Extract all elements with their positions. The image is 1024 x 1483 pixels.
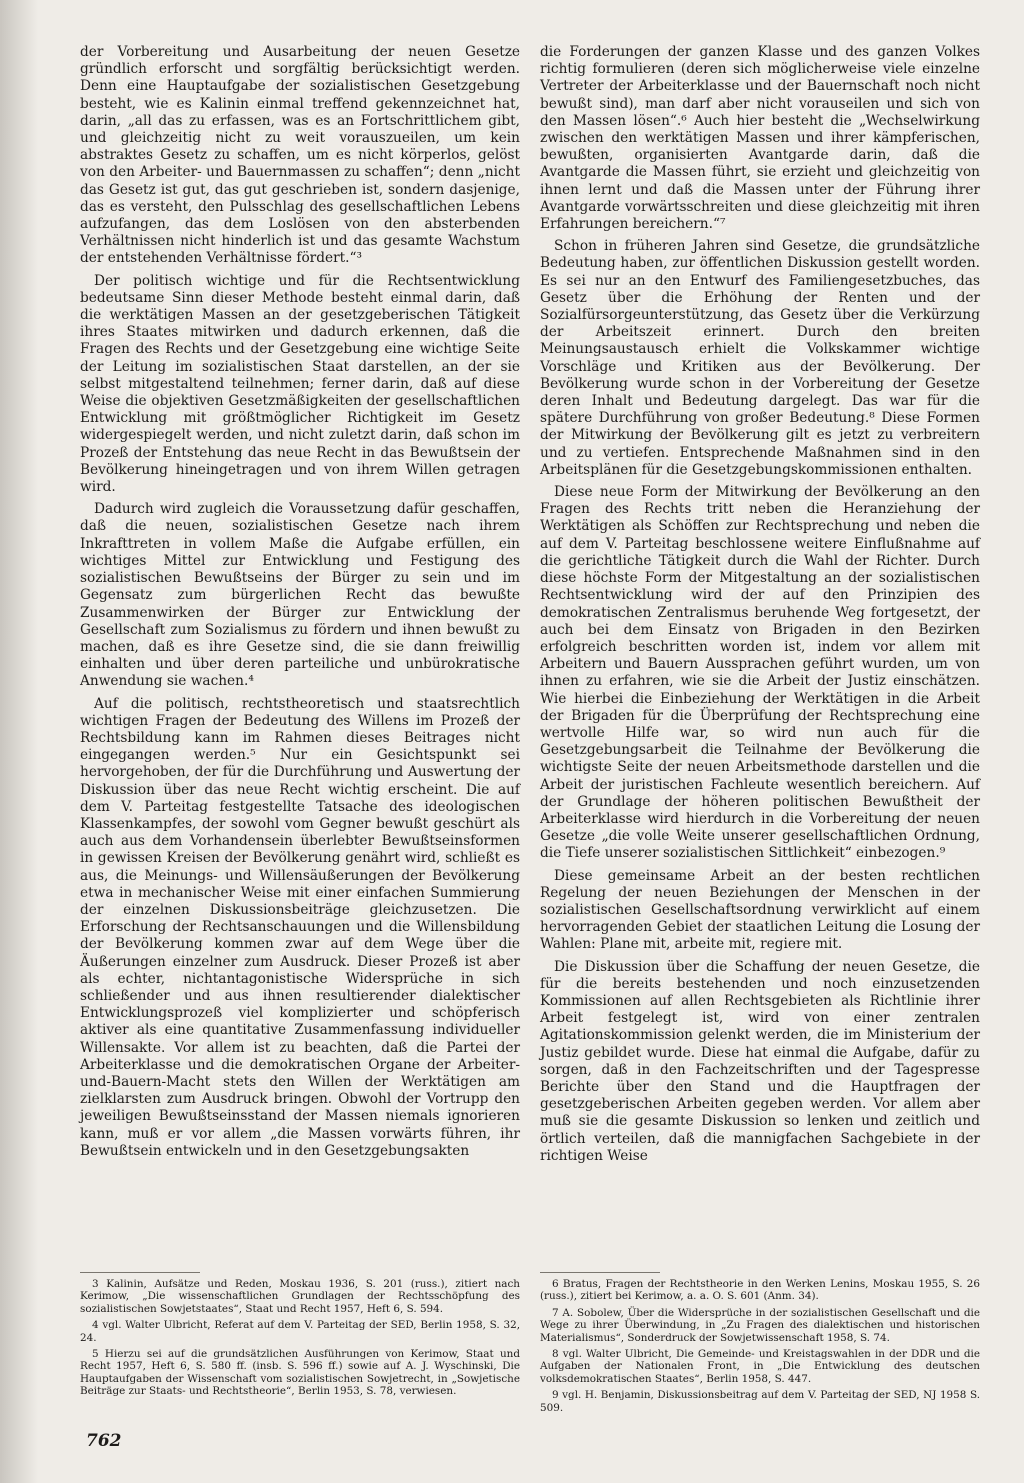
footnote: 8 vgl. Walter Ulbricht, Die Gemeinde- und Kreistagswahlen in der DDR und die Aufgaben der Nationalen Front, in „Die Entwicklung des deutschen volksdemokratischen Staates“, Berlin 1958, S. 447.: [540, 1348, 980, 1385]
left-column: [80, 44, 520, 1165]
paragraph: Schon in früheren Jahren sind Gesetze, die grundsätzliche Bedeutung haben, zur öffentlichen Diskussion gestellt worden. Es sei nur an den Entwurf des Familiengesetzbuches, das Gesetz über die Erhöhung der Renten und der Sozialfürsorgeunterstützung, das Gesetz über die Verkürzung der Arbeitszeit erinnert. Durch den breiten Meinungsaustausch erhielt die Volkskammer wichtige Vorschläge und Kritiken aus der Bevölkerung. Der Bevölkerung wurde schon in der Vorbereitung der Gesetze deren Inhalt und Bedeutung dargelegt. Das war für die spätere Durchführung von großer Bedeutung.⁸ Diese Formen der Mitwirkung der Bevölkerung gilt es jetzt zu verbreitern und zu vertiefen. Entsprechende Maßnahmen sind in den Arbeitsplänen für die Gesetzgebungskommissionen enthalten.: [540, 238, 980, 478]
footnotes-left: [80, 1278, 520, 1402]
footnote: 3 Kalinin, Aufsätze und Reden, Moskau 1936, S. 201 (russ.), zitiert nach Kerimow, „Die wissenschaftlichen Grundlagen der Rechtsschöpfung des sozialistischen Sowjetstaates“, Staat und Recht 1957, Heft 6, S. 594.: [80, 1278, 520, 1315]
binding-shadow: [0, 0, 38, 1483]
footnote-rule: [540, 1272, 660, 1273]
right-column: [540, 44, 980, 1170]
footnote: 4 vgl. Walter Ulbricht, Referat auf dem V. Parteitag der SED, Berlin 1958, S. 32, 24.: [80, 1319, 520, 1344]
paragraph: Diese gemeinsame Arbeit an der besten rechtlichen Regelung der neuen Beziehungen der Menschen in der sozialistischen Gesellschaftsordnung verwirklicht auf einem hervorragenden Gebiet der staatlichen Leitung die Losung der Wahlen: Plane mit, arbeite mit, regiere mit.: [540, 867, 980, 953]
paragraph: Der politisch wichtige und für die Rechtsentwicklung bedeutsame Sinn dieser Methode besteht einmal darin, daß die werktätigen Massen an der gesetzgeberischen Tätigkeit ihres Staates mitwirken und dadurch erkennen, daß die Fragen des Rechts und der Gesetzgebung eine wichtige Seite der Leitung im sozialistischen Staat darstellen, an der sie selbst mitgestaltend teilnehmen; ferner darin, daß auf diese Weise die objektiven Gesetzmäßigkeiten der gesellschaftlichen Entwicklung mit größtmöglicher Richtigkeit im Gesetz widergespiegelt werden, und nicht zuletzt darin, daß schon im Prozeß der Entstehung das neue Recht in das Bewußtsein der Bevölkerung hineingetragen und von ihrem Willen getragen wird.: [80, 272, 520, 496]
footnote: 5 Hierzu sei auf die grundsätzlichen Ausführungen von Kerimow, Staat und Recht 1957, Heft 6, S. 580 ff. (insb. S. 596 ff.) sowie auf A. J. Wyschinski, Die Hauptaufgaben der Wissenschaft vom sozialistischen Sowjetrecht, in „Sowjetische Beiträge zur Staats- und Rechtstheorie“, Berlin 1953, S. 78, verwiesen.: [80, 1348, 520, 1398]
paragraph: Dadurch wird zugleich die Voraussetzung dafür geschaffen, daß die neuen, sozialistischen Gesetze nach ihrem Inkrafttreten in vollem Maße die Aufgabe erfüllen, ein wichtiges Mittel zur Entwicklung und Festigung des sozialistischen Bewußtseins der Bürger zu sein und im Gegensatz zum bürgerlichen Recht das bewußte Zusammenwirken der Bürger zur Entwicklung der Gesellschaft zum Sozialismus zu fördern und ihnen bewußt zu machen, daß es ihre Gesetze sind, die sie dann freiwillig einhalten und über deren parteiliche und unbürokratische Anwendung sie wachen.⁴: [80, 501, 520, 690]
page-number: 762: [86, 1431, 122, 1451]
paragraph: Diese neue Form der Mitwirkung der Bevölkerung an den Fragen des Rechts tritt neben die Heranziehung der Werktätigen als Schöffen zur Rechtsprechung und neben die auf dem V. Parteitag beschlossene weitere Einflußnahme auf die gerichtliche Tätigkeit durch die Wahl der Richter. Durch diese höchste Form der Mitgestaltung an der sozialistischen Rechtsentwicklung wird der auf den Prinzipien des demokratischen Zentralismus beruhende Weg fortgesetzt, der auch bei dem Einsatz von Brigaden in den Bezirken erfolgreich beschritten worden ist, indem vor allem mit Arbeitern und Bauern Aussprachen geführt wurden, um von ihnen zu erfahren, wie sie die Arbeit der Justiz einschätzen. Wie hierbei die Einbeziehung der Werktätigen in die Arbeit der Brigaden für die Überprüfung der Rechtsprechung eine wertvolle Hilfe war, so wird nun auch für die Gesetzgebungsarbeit die Teilnahme der Bevölkerung die wichtigste Seite der neuen Arbeitsmethode darstellen und die Arbeit der juristischen Fachleute wesentlich bereichern. Auf der Grundlage der höheren politischen Bewußtheit der Arbeiterklasse wird hierdurch in die Vorbereitung der neuen Gesetze „die volle Weite unserer gesellschaftlichen Ordnung, die Tiefe unserer sozialistischen Sittlichkeit“ einbezogen.⁹: [540, 484, 980, 862]
footnote-rule: [80, 1272, 200, 1273]
footnote: 6 Bratus, Fragen der Rechtstheorie in den Werken Lenins, Moskau 1955, S. 26 (russ.), zitiert bei Kerimow, a. a. O. S. 601 (Anm. 34).: [540, 1278, 980, 1303]
paragraph: Auf die politisch, rechtstheoretisch und staatsrechtlich wichtigen Fragen der Bedeutung des Willens im Prozeß der Rechtsbildung kann im Rahmen dieses Beitrages nicht eingegangen werden.⁵ Nur ein Gesichtspunkt sei hervorgehoben, der für die Durchführung und Auswertung der Diskussion über das neue Recht wichtig erscheint. Die auf dem V. Parteitag festgestellte Tatsache des ideologischen Klassenkampfes, der sowohl vom Gegner bewußt geschürt als auch aus dem Vorhandensein überlebter Bewußtseinsformen in gewissen Kreisen der Bevölkerung genährt wird, schließt es aus, die Meinungs- und Willensäußerungen der Bevölkerung etwa in mechanischer Weise mit einer einfachen Summierung der einzelnen Diskussionsbeiträge gleichzusetzen. Die Erforschung der Rechtsanschauungen und die Willensbildung der Bevölkerung kommen zwar auf dem Wege über die Äußerungen einzelner zum Ausdruck. Dieser Prozeß ist aber als echter, nichtantagonistische Widersprüche in sich schließender und aus ihnen resultierender dialektischer Entwicklungsprozeß viel komplizierter und schöpferisch aktiver als eine quantitative Zusammenfassung individueller Willensakte. Vor allem ist zu beachten, daß die Partei der Arbeiterklasse und die demokratischen Organe der Arbeiter-und-Bauern-Macht stets den Willen der Werktätigen am zielklarsten zum Ausdruck bringen. Obwohl der Vortrupp den jeweiligen Bewußtseinsstand der Massen niemals ignorieren kann, muß er vor allem „die Massen vorwärts führen, ihr Bewußtsein entwickeln und in den Gesetzgebungsakten: [80, 695, 520, 1159]
footnotes-right: [540, 1278, 980, 1418]
footnote: 7 A. Sobolew, Über die Widersprüche in der sozialistischen Gesellschaft und die Wege zu ihrer Überwindung, in „Zu Fragen des dialektischen und historischen Materialismus“, Sonderdruck der Sowjetwissenschaft 1958, S. 74.: [540, 1306, 980, 1344]
paragraph: die Forderungen der ganzen Klasse und des ganzen Volkes richtig formulieren (deren sich möglicherweise viele einzelne Vertreter der Arbeiterklasse und der Bauernschaft noch nicht bewußt sind), man darf aber nicht vorauseilen und sich von den Massen lösen“.⁶ Auch hier besteht die „Wechselwirkung zwischen den werktätigen Massen und ihrer kämpferischen, bewußten, organisierten Avantgarde darin, daß die Avantgarde die Massen führt, sie erzieht und gleichzeitig von ihnen lernt und daß die Massen unter der Führung ihrer Avantgarde vorwärtsschreiten und diese gleichzeitig mit ihren Erfahrungen bereichern.“⁷: [540, 44, 980, 233]
paragraph: Die Diskussion über die Schaffung der neuen Gesetze, die für die bereits bestehenden und noch einzusetzenden Kommissionen auf allen Rechtsgebieten als Richtlinie ihrer Arbeit festgelegt ist, wird von einer zentralen Agitationskommission gelenkt werden, die im Ministerium der Justiz gebildet wurde. Diese hat einmal die Aufgabe, dafür zu sorgen, daß in den Fachzeitschriften und der Tagespresse Berichte über den Stand und die Hauptfragen der gesetzgeberischen Arbeiten gegeben werden. Vor allem aber muß sie die gesamte Diskussion so lenken und zeitlich und örtlich verteilen, daß die mannigfachen Sachgebiete in der richtigen Weise: [540, 958, 980, 1164]
paragraph: der Vorbereitung und Ausarbeitung der neuen Gesetze gründlich erforscht und sorgfältig berücksichtigt werden. Denn eine Hauptaufgabe der sozialistischen Gesetzgebung besteht, wie es Kalinin einmal treffend gekennzeichnet hat, darin, „all das zu erfassen, was es an Fortschrittlichem gibt, und gleichzeitig nicht zu weit vorauszueilen, um kein abstraktes Gesetz zu schaffen, um es nicht körperlos, gelöst von den Arbeiter- und Bauernmassen zu schaffen“; denn „nicht das Gesetz ist gut, das gut geschrieben ist, sondern dasjenige, das es versteht, den Pulsschlag des gesellschaftlichen Lebens aufzufangen, das dem Loslösen von den absterbenden Verhältnissen nicht hinderlich ist und das gesamte Wachstum der entstehenden Verhältnisse fördert.“³: [80, 44, 520, 267]
footnote: 9 vgl. H. Benjamin, Diskussionsbeitrag auf dem V. Parteitag der SED, NJ 1958 S. 509.: [540, 1389, 980, 1414]
